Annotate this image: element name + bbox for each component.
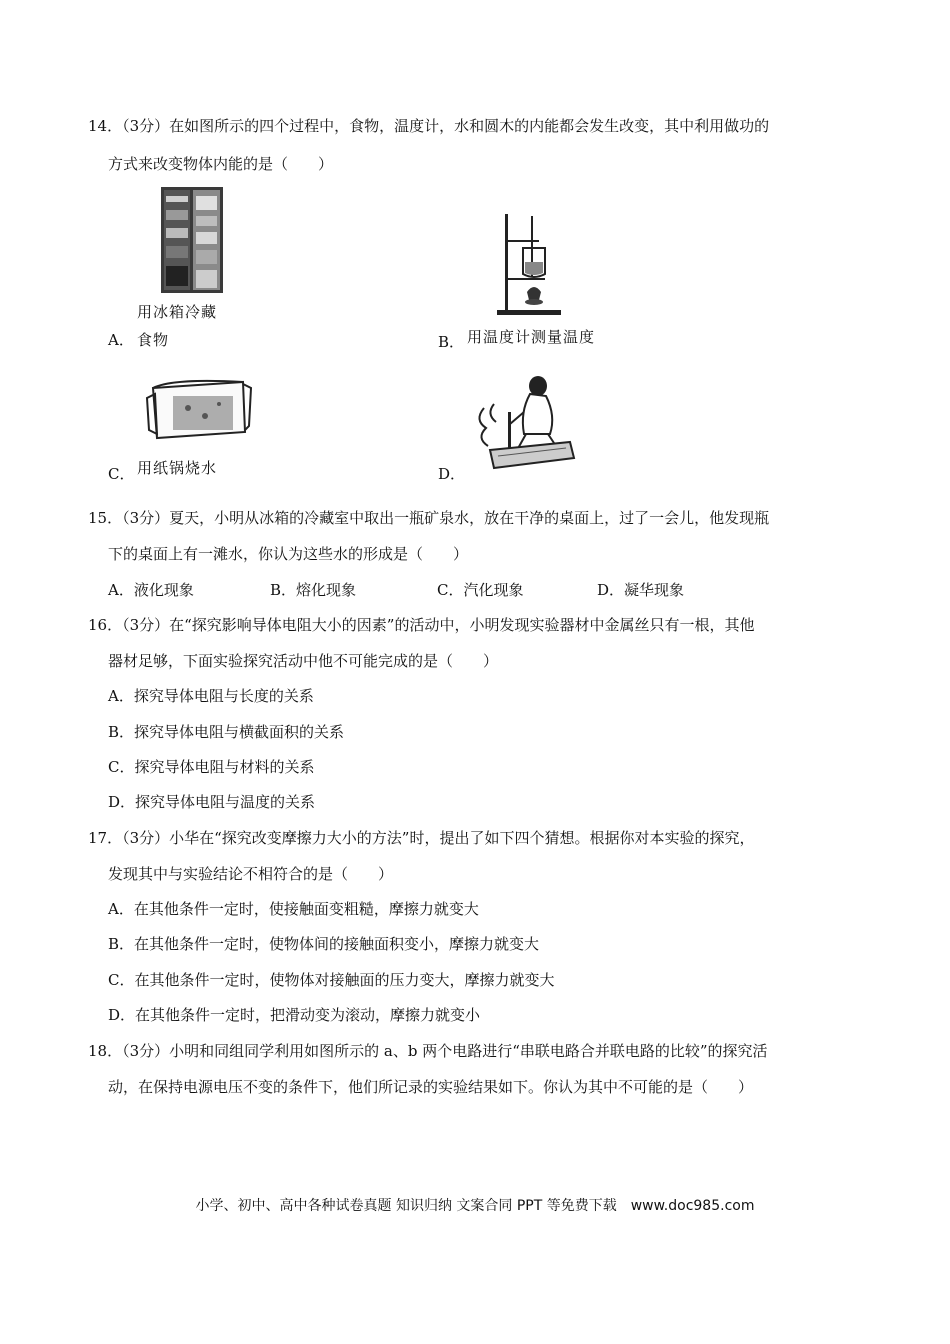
- q15-option-a: A．液化现象: [108, 581, 194, 599]
- q17-option-b: B．在其他条件一定时，使物体间的接触面积变小，摩擦力就变大: [108, 935, 540, 953]
- q18-stem-line1: 18．（3分）小明和同组同学利用如图所示的 a、b 两个电路进行“串联电路合并联电路的比较”的探究活: [88, 1042, 768, 1060]
- q15-stem-line1: 15．（3分）夏天，小明从冰箱的冷藏室中取出一瓶矿泉水，放在干净的桌面上，过了一会儿，他发现瓶: [88, 509, 770, 527]
- q14-stem-line1: 14．（3分）在如图所示的四个过程中，食物，温度计，水和圆木的内能都会发生改变，其中利用做功的: [88, 117, 770, 135]
- option-a-caption-top: 用冰箱冷藏: [137, 303, 218, 321]
- thermometer-stand-image: [495, 212, 570, 320]
- q15-option-d: D．凝华现象: [597, 581, 685, 599]
- q15-option-c: C．汽化现象: [437, 581, 524, 599]
- option-b-caption: 用温度计测量温度: [467, 328, 596, 346]
- option-c-caption: 用纸锅烧水: [137, 459, 218, 477]
- fridge-image: [160, 186, 224, 294]
- q17-stem-line1: 17．（3分）小华在“探究改变摩擦力大小的方法”时，提出了如下四个猜想。根据你对本实验的探究，: [88, 829, 755, 847]
- q15-stem-line2: 下的桌面上有一滩水，你认为这些水的形成是（ ）: [108, 545, 469, 563]
- q17-option-a: A．在其他条件一定时，使接触面变粗糙，摩擦力就变大: [108, 900, 479, 918]
- q17-option-d: D．在其他条件一定时，把滑动变为滚动，摩擦力就变小: [108, 1006, 481, 1024]
- q17-stem-line2: 发现其中与实验结论不相符合的是（ ）: [108, 865, 394, 883]
- option-c-label: C．: [108, 465, 135, 483]
- q16-option-c: C．探究导体电阻与材料的关系: [108, 758, 315, 776]
- fire-drill-image: [470, 372, 580, 476]
- option-d-label: D．: [438, 465, 466, 483]
- option-a-caption-bottom: 食物: [137, 331, 170, 349]
- q16-option-d: D．探究导体电阻与温度的关系: [108, 793, 316, 811]
- q18-stem-line2: 动，在保持电源电压不变的条件下，他们所记录的实验结果如下。你认为其中不可能的是（ ）: [108, 1078, 754, 1096]
- q16-option-a: A．探究导体电阻与长度的关系: [108, 687, 314, 705]
- paper-pot-image: [143, 374, 253, 442]
- q16-stem-line1: 16．（3分）在“探究影响导体电阻大小的因素”的活动中，小明发现实验器材中金属丝只有一根，其他: [88, 616, 755, 634]
- q16-option-b: B．探究导体电阻与横截面积的关系: [108, 723, 345, 741]
- page-footer: 小学、初中、高中各种试卷真题 知识归纳 文案合同 PPT 等免费下载 www.doc985.com: [195, 1198, 755, 1214]
- q14-stem-line2: 方式来改变物体内能的是（ ）: [108, 155, 334, 173]
- q17-option-c: C．在其他条件一定时，使物体对接触面的压力变大，摩擦力就变大: [108, 971, 555, 989]
- option-a-label: A．: [108, 331, 134, 349]
- q16-stem-line2: 器材足够，下面实验探究活动中他不可能完成的是（ ）: [108, 652, 499, 670]
- q15-option-b: B．熔化现象: [270, 581, 357, 599]
- option-b-label: B．: [438, 333, 465, 351]
